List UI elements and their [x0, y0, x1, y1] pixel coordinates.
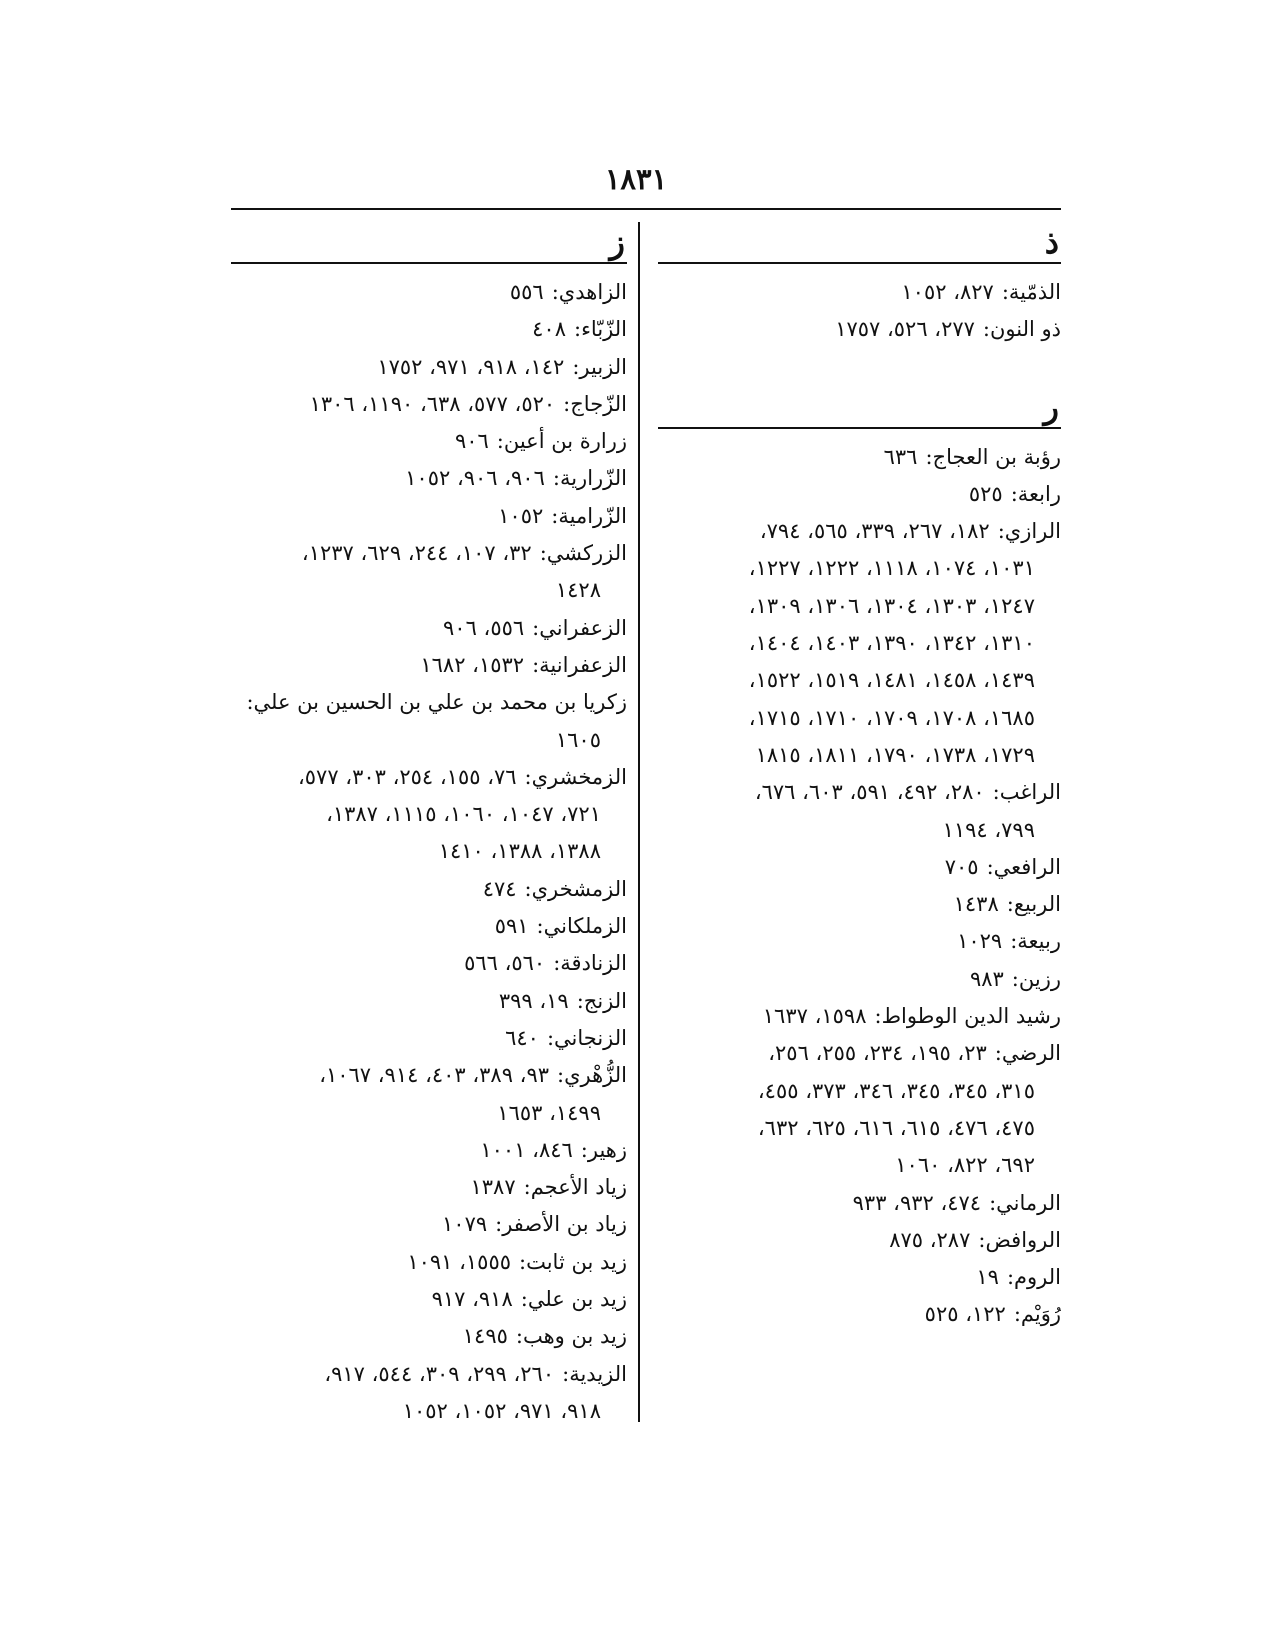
entry-pages-continued: ١٢٤٧، ١٣٠٣، ١٣٠٤، ١٣٠٦، ١٣٠٩،: [748, 593, 1035, 618]
entry-colon: :: [496, 429, 504, 454]
index-entry: [231, 945, 627, 982]
entry-name: الزعفرانية: [539, 652, 627, 677]
section-rule: [231, 262, 627, 264]
entry-colon: :: [532, 615, 540, 640]
entry-name: ربيعة: [1017, 929, 1061, 954]
entry-pages: ٢٣، ١٩٥، ٢٣٤، ٢٥٥، ٢٥٦،: [768, 1041, 987, 1066]
entry-name: الرضي: [1001, 1041, 1061, 1066]
entry-pages: ٩٠٦: [454, 429, 489, 454]
entry-colon: :: [552, 466, 560, 491]
entry-colon: :: [982, 317, 990, 342]
entry-colon: :: [989, 1190, 997, 1215]
index-entry: [231, 1132, 627, 1169]
entry-name: الرازي: [1004, 519, 1061, 544]
entry-pages-continued: ٦٩٢، ٨٢٢، ١٠٦٠: [895, 1153, 1035, 1178]
entry-pages: ١٩: [976, 1265, 999, 1290]
entry-colon: :: [986, 854, 994, 879]
entry-name: زرارة بن أعين: [503, 429, 627, 454]
entry-pages: ١٠٥٢: [498, 503, 544, 528]
right-column: [658, 222, 1061, 1334]
entry-colon: :: [551, 280, 559, 304]
entry-pages-continued: ١٦٨٥، ١٧٠٨، ١٧٠٩، ١٧١٠، ١٧١٥،: [748, 705, 1035, 730]
entry-name: زكريا بن محمد بن علي بن الحسين بن علي: [253, 690, 627, 715]
entry-pages: ٧٦، ١٥٥، ٢٥٤، ٣٠٣، ٥٧٧،: [298, 764, 517, 789]
entry-colon: :: [246, 690, 254, 715]
entry-colon: :: [557, 1063, 565, 1088]
entry-pages: ١٥٥٥، ١٠٩١: [407, 1249, 512, 1274]
entry-name: الزمخشري: [531, 764, 627, 789]
entry-colon: :: [576, 988, 584, 1013]
entry-pages-continued: ٧٢١، ١٠٤٧، ١٠٦٠، ١١١٥، ١٣٨٧،: [326, 802, 601, 827]
index-entry: [231, 684, 627, 721]
entry-pages: ٢٧٧، ٥٢٦، ١٧٥٧: [835, 317, 975, 342]
index-entry: [231, 1169, 627, 1206]
entry-name: الزملكاني: [543, 914, 627, 939]
index-entry: [231, 349, 627, 386]
entry-colon: :: [1006, 892, 1014, 917]
entry-name: الذمّية: [1008, 280, 1061, 304]
entry-pages: ٥٩١: [494, 914, 529, 939]
entry-pages: ٩٠٦، ٩٠٦، ١٠٥٢: [405, 466, 545, 491]
index-entry: [658, 849, 1061, 886]
index-entry: [231, 1020, 627, 1057]
entry-name: الرافعي: [993, 854, 1061, 879]
entry-pages: ٧٠٥: [944, 854, 979, 879]
entry-colon: :: [524, 764, 532, 789]
entry-colon: :: [992, 780, 1000, 805]
index-entry: [231, 535, 627, 572]
entry-colon: :: [997, 519, 1005, 544]
entry-name: الزنجاني: [554, 1025, 627, 1050]
index-entry: [658, 1035, 1061, 1072]
section-rule: [658, 427, 1061, 429]
entry-name: الزُّهْري: [564, 1063, 627, 1088]
entry-name: زياد بن الأصفر: [502, 1212, 627, 1237]
entry-pages: ١٠٢٩: [957, 929, 1003, 954]
index-entry: [231, 498, 627, 535]
entry-name: الزّبّاء: [581, 317, 627, 342]
entry-pages: ١٨٢، ٢٦٧، ٣٣٩، ٥٦٥، ٧٩٤،: [759, 519, 990, 544]
entry-name: زيد بن ثابت: [526, 1249, 627, 1274]
index-entry: [658, 961, 1061, 998]
entry-colon: :: [551, 503, 559, 528]
index-entry: [231, 1318, 627, 1355]
index-entry: [231, 1057, 627, 1094]
entry-pages-continued: ٣١٥، ٣٤٥، ٣٤٥، ٣٤٦، ٣٧٣، ٤٥٥،: [757, 1078, 1035, 1103]
entry-name: الزمشخري: [531, 876, 627, 901]
entry-colon: :: [1006, 1265, 1015, 1290]
entry-pages: ٤٠٨: [532, 317, 566, 342]
entry-pages: ٢٨٠، ٤٩٢، ٥٩١، ٦٠٣، ٦٧٦،: [754, 780, 985, 805]
entry-colon: :: [546, 1025, 555, 1050]
entry-colon: :: [925, 444, 933, 469]
entry-pages-continued: ٤٧٥، ٤٧٦، ٦١٥، ٦١٦، ٦٢٥، ٦٣٢،: [757, 1115, 1035, 1140]
entry-name: الزيدية: [569, 1361, 627, 1386]
section-letter: ر: [1043, 387, 1059, 426]
entry-name: الزبير: [579, 354, 627, 379]
index-entry: [231, 311, 627, 348]
index-entry: [658, 513, 1061, 550]
entry-pages: ٦٣٦: [883, 444, 918, 469]
index-entry: [231, 423, 627, 460]
index-entry: [231, 1244, 627, 1281]
entry-colon: :: [580, 1137, 588, 1162]
index-entry: [658, 1222, 1061, 1259]
entry-name: الزعفراني: [539, 615, 627, 640]
entry-pages: ٥٢٥: [968, 481, 1003, 506]
index-entry: [658, 998, 1061, 1035]
entry-pages: ١٠٧٩: [442, 1212, 488, 1237]
entry-name: الزّرامية: [558, 503, 627, 528]
index-entry: [231, 647, 627, 684]
entry-pages: ١٣٨٧: [470, 1175, 516, 1200]
entry-colon: :: [532, 652, 540, 677]
entry-name: رُوَيْم: [1020, 1302, 1061, 1327]
entry-pages: ١٥٣٢، ١٦٨٢: [420, 652, 525, 677]
column-divider: [638, 222, 640, 1422]
index-entry: [658, 1185, 1061, 1222]
section-letter: ذ: [1044, 223, 1059, 261]
entry-name: ذو النون: [989, 317, 1061, 342]
page-number: ١٨٣١: [604, 162, 668, 196]
entry-pages: ٩٣، ٣٨٩، ٤٠٣، ٩١٤، ١٠٦٧،: [319, 1063, 549, 1088]
entry-pages: ٥٥٦، ٩٠٦: [443, 615, 525, 640]
entry-name: الرماني: [996, 1190, 1061, 1215]
index-entry: [658, 1259, 1061, 1296]
index-entry: [231, 871, 627, 908]
header-rule: [231, 208, 1061, 210]
entry-name: الراغب: [999, 780, 1061, 805]
entry-name: رشيد الدين الوطواط: [881, 1004, 1061, 1029]
index-entry: [658, 1296, 1061, 1333]
entry-pages: ١٥٩٨، ١٦٣٧: [762, 1004, 867, 1029]
entry-name: الزنادقة: [560, 951, 627, 976]
entry-colon: :: [536, 914, 544, 939]
index-entry: [231, 908, 627, 945]
entry-colon: :: [563, 391, 571, 416]
entry-pages: ٥٢٠، ٥٧٧، ٦٣٨، ١١٩٠، ١٣٠٦: [309, 391, 556, 416]
entry-name: زهير: [587, 1137, 627, 1162]
entry-pages: ٢٦٠، ٢٩٩، ٣٠٩، ٥٤٤، ٩١٧،: [324, 1361, 555, 1386]
entry-pages: ٥٦٠، ٥٦٦: [464, 951, 546, 976]
index-entry: [231, 386, 627, 423]
entry-pages-continued: ١٤٢٨: [555, 578, 601, 603]
entry-colon: :: [1001, 280, 1009, 304]
entry-colon: :: [978, 1227, 986, 1252]
index-entry: [231, 759, 627, 796]
entry-pages: ١٩، ٣٩٩: [498, 988, 569, 1013]
entry-pages: ٩١٨، ٩١٧: [431, 1287, 513, 1312]
entry-pages: ٢٨٧، ٨٧٥: [889, 1227, 971, 1252]
entry-colon: :: [520, 1287, 528, 1312]
index-entry: [231, 610, 627, 647]
index-entry: [658, 774, 1061, 811]
section-letter: ز: [609, 223, 625, 261]
index-entry: [231, 1206, 627, 1243]
entry-colon: :: [1010, 929, 1018, 954]
index-entry: [658, 274, 1061, 311]
left-column: [231, 222, 627, 1430]
entry-name: الزّجاج: [570, 391, 627, 416]
entry-pages-continued: ٩١٨، ٩٧١، ١٠٥٢، ١٠٥٢: [402, 1398, 601, 1423]
entry-colon: :: [562, 1361, 570, 1386]
index-entry: [658, 923, 1061, 960]
index-entries: [231, 274, 627, 1430]
entry-colon: :: [1010, 481, 1018, 506]
entry-colon: :: [539, 541, 547, 566]
index-entry: [231, 460, 627, 497]
entry-pages-continued: ١٣٨٨، ١٣٨٨، ١٤١٠: [438, 839, 601, 864]
index-entry: [658, 311, 1061, 348]
entry-name: رابعة: [1017, 481, 1061, 506]
entry-colon: :: [515, 1324, 523, 1349]
entry-colon: :: [1011, 966, 1019, 991]
entry-pages: ٥٥٦: [509, 280, 544, 304]
index-entry: [658, 439, 1061, 476]
entry-colon: :: [519, 1249, 527, 1274]
entry-pages: ٤٧٤: [482, 876, 517, 901]
entry-pages-continued: ١٤٣٩، ١٤٥٨، ١٤٨١، ١٥١٩، ١٥٢٢،: [748, 668, 1035, 693]
entry-name: الزاهدي: [558, 280, 627, 304]
entry-name: زياد الأعجم: [530, 1175, 627, 1200]
entry-pages: ١٢٢، ٥٢٥: [924, 1302, 1006, 1327]
entry-colon: :: [523, 1175, 531, 1200]
index-entries: [658, 439, 1061, 1334]
entry-name: الروم: [1014, 1265, 1061, 1290]
entry-pages-continued: ٧٩٩، ١١٩٤: [942, 817, 1035, 842]
entry-colon: :: [524, 876, 532, 901]
entry-pages: ٤٧٤، ٩٣٢، ٩٣٣: [852, 1190, 982, 1215]
entry-name: الزّرارية: [559, 466, 627, 491]
entry-pages-continued: ١٦٠٥: [555, 727, 601, 752]
index-entry: [658, 476, 1061, 513]
section-gap: [658, 349, 1061, 387]
entry-colon: :: [994, 1041, 1002, 1066]
entry-pages: ١٤٢، ٩١٨، ٩٧١، ١٧٥٢: [377, 354, 565, 379]
section-rule: [658, 262, 1061, 264]
entry-pages: ٦٤٠: [505, 1025, 539, 1050]
entry-name: رزين: [1018, 966, 1061, 991]
entry-pages: ١٤٩٥: [462, 1324, 508, 1349]
index-entry: [658, 886, 1061, 923]
index-entries: [658, 274, 1061, 349]
entry-name: رؤبة بن العجاج: [932, 444, 1061, 469]
entry-pages-continued: ١٠٣١، ١٠٧٤، ١١١٨، ١٢٢٢، ١٢٢٧،: [748, 556, 1035, 581]
entry-pages-continued: ١٧٢٩، ١٧٣٨، ١٧٩٠، ١٨١١، ١٨١٥: [755, 742, 1035, 767]
entry-name: الربيع: [1013, 892, 1061, 917]
entry-pages-continued: ١٤٩٩، ١٦٥٣: [497, 1100, 601, 1125]
entry-pages: ١٤٣٨: [953, 892, 999, 917]
index-entry: [231, 274, 627, 311]
entry-colon: :: [1013, 1302, 1021, 1327]
entry-name: الروافض: [985, 1227, 1061, 1252]
entry-pages: ٩٨٣: [969, 966, 1004, 991]
entry-pages-continued: ١٣١٠، ١٣٤٢، ١٣٩٠، ١٤٠٣، ١٤٠٤،: [748, 631, 1035, 656]
entry-name: زيد بن وهب: [522, 1324, 627, 1349]
entry-colon: :: [573, 317, 582, 342]
entry-pages: ٨٢٧، ١٠٥٢: [901, 280, 994, 304]
index-entry: [231, 983, 627, 1020]
entry-name: الزنج: [583, 988, 627, 1013]
entry-colon: :: [874, 1004, 882, 1029]
entry-colon: :: [553, 951, 561, 976]
entry-name: زيد بن علي: [527, 1287, 627, 1312]
entry-name: الزركشي: [546, 541, 627, 566]
index-entry: [231, 1281, 627, 1318]
entry-pages: ٣٢، ١٠٧، ٢٤٤، ٦٢٩، ١٢٣٧،: [301, 541, 532, 566]
entry-pages: ٨٤٦، ١٠٠١: [480, 1137, 573, 1162]
entry-colon: :: [495, 1212, 503, 1237]
index-entry: [231, 1356, 627, 1393]
entry-colon: :: [572, 354, 580, 379]
